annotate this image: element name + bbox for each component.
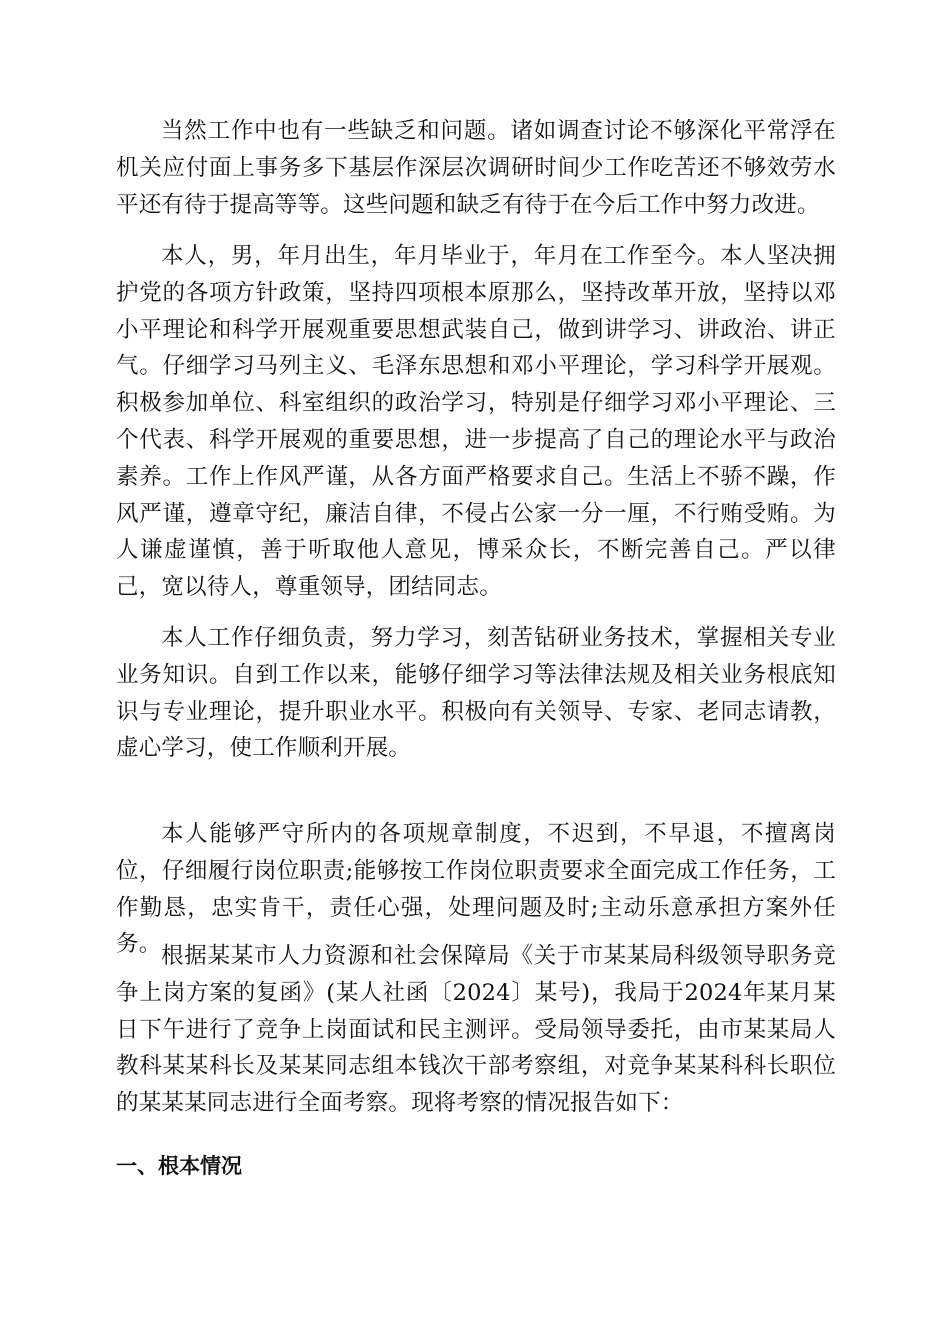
paragraph-work-attitude: 本人工作仔细负责，努力学习，刻苦钻研业务技术，掌握相关专业业务知识。自到工作以来，能够仔细学习等法律法规及相关业务根底知识与专业理论，提升职业水平。积极向有关领导、专家、老同志请教，虚心学习，使工作顺利开展。 [116, 625, 836, 762]
paragraph-personal-profile: 本人，男，年月出生，年月毕业于，年月在工作至今。本人坚决拥护党的各项方针政策，坚持四项根本原那么，坚持改革开放，坚持以邓小平理论和科学开展观重要思想武装自己，做到讲学习、讲政治、讲正气。仔细学习马列主义、毛泽东思想和邓小平理论，学习科学开展观。积极参加单位、科室组织的政治学习，特别是仔细学习邓小平理论、三个代表、科学开展观的重要思想，进一步提高了自己的理论水平与政治素养。工作上作风严谨，从各方面严格要求自己。生活上不骄不躁，作风严谨，遵章守纪，廉洁自律，不侵占公家一分一厘，不行贿受贿。为人谦虚谨慎，善于听取他人意见，博采众长，不断完善自己。严以律己，宽以待人，尊重领导，团结同志。 [116, 243, 836, 601]
section-heading: 一、根本情况 [116, 1154, 242, 1178]
paragraph-shortcomings: 当然工作中也有一些缺乏和问题。诸如调查讨论不够深化平常浮在机关应付面上事务多下基层作深层次调研时间少工作吃苦还不够效劳水平还有待于提高等等。这些问题和缺乏有待于在今后工作中努力改进。 [116, 118, 836, 218]
paragraph-assessment-background: 根据某某市人力资源和社会保障局《关于市某某局科级领导职务竞争上岗方案的复函》(某人社函〔2024〕某号)，我局于2024年某月某日下午进行了竞争上岗面试和民主测评。受局领导委托，由市某某局人教科某某科长及某某同志组本钱次干部考察组，对竞争某某科科长职位的某某某同志进行全面考察。现将考察的情况报告如下： [116, 943, 836, 1117]
paragraph-discipline: 本人能够严守所内的各项规章制度，不迟到，不早退，不擅离岗位，仔细履行岗位职责;能够按工作岗位职责要求全面完成工作任务，工作勤恳，忠实肯干，责任心强，处理问题及时;主动乐意承担方案外任务。 [116, 821, 836, 958]
